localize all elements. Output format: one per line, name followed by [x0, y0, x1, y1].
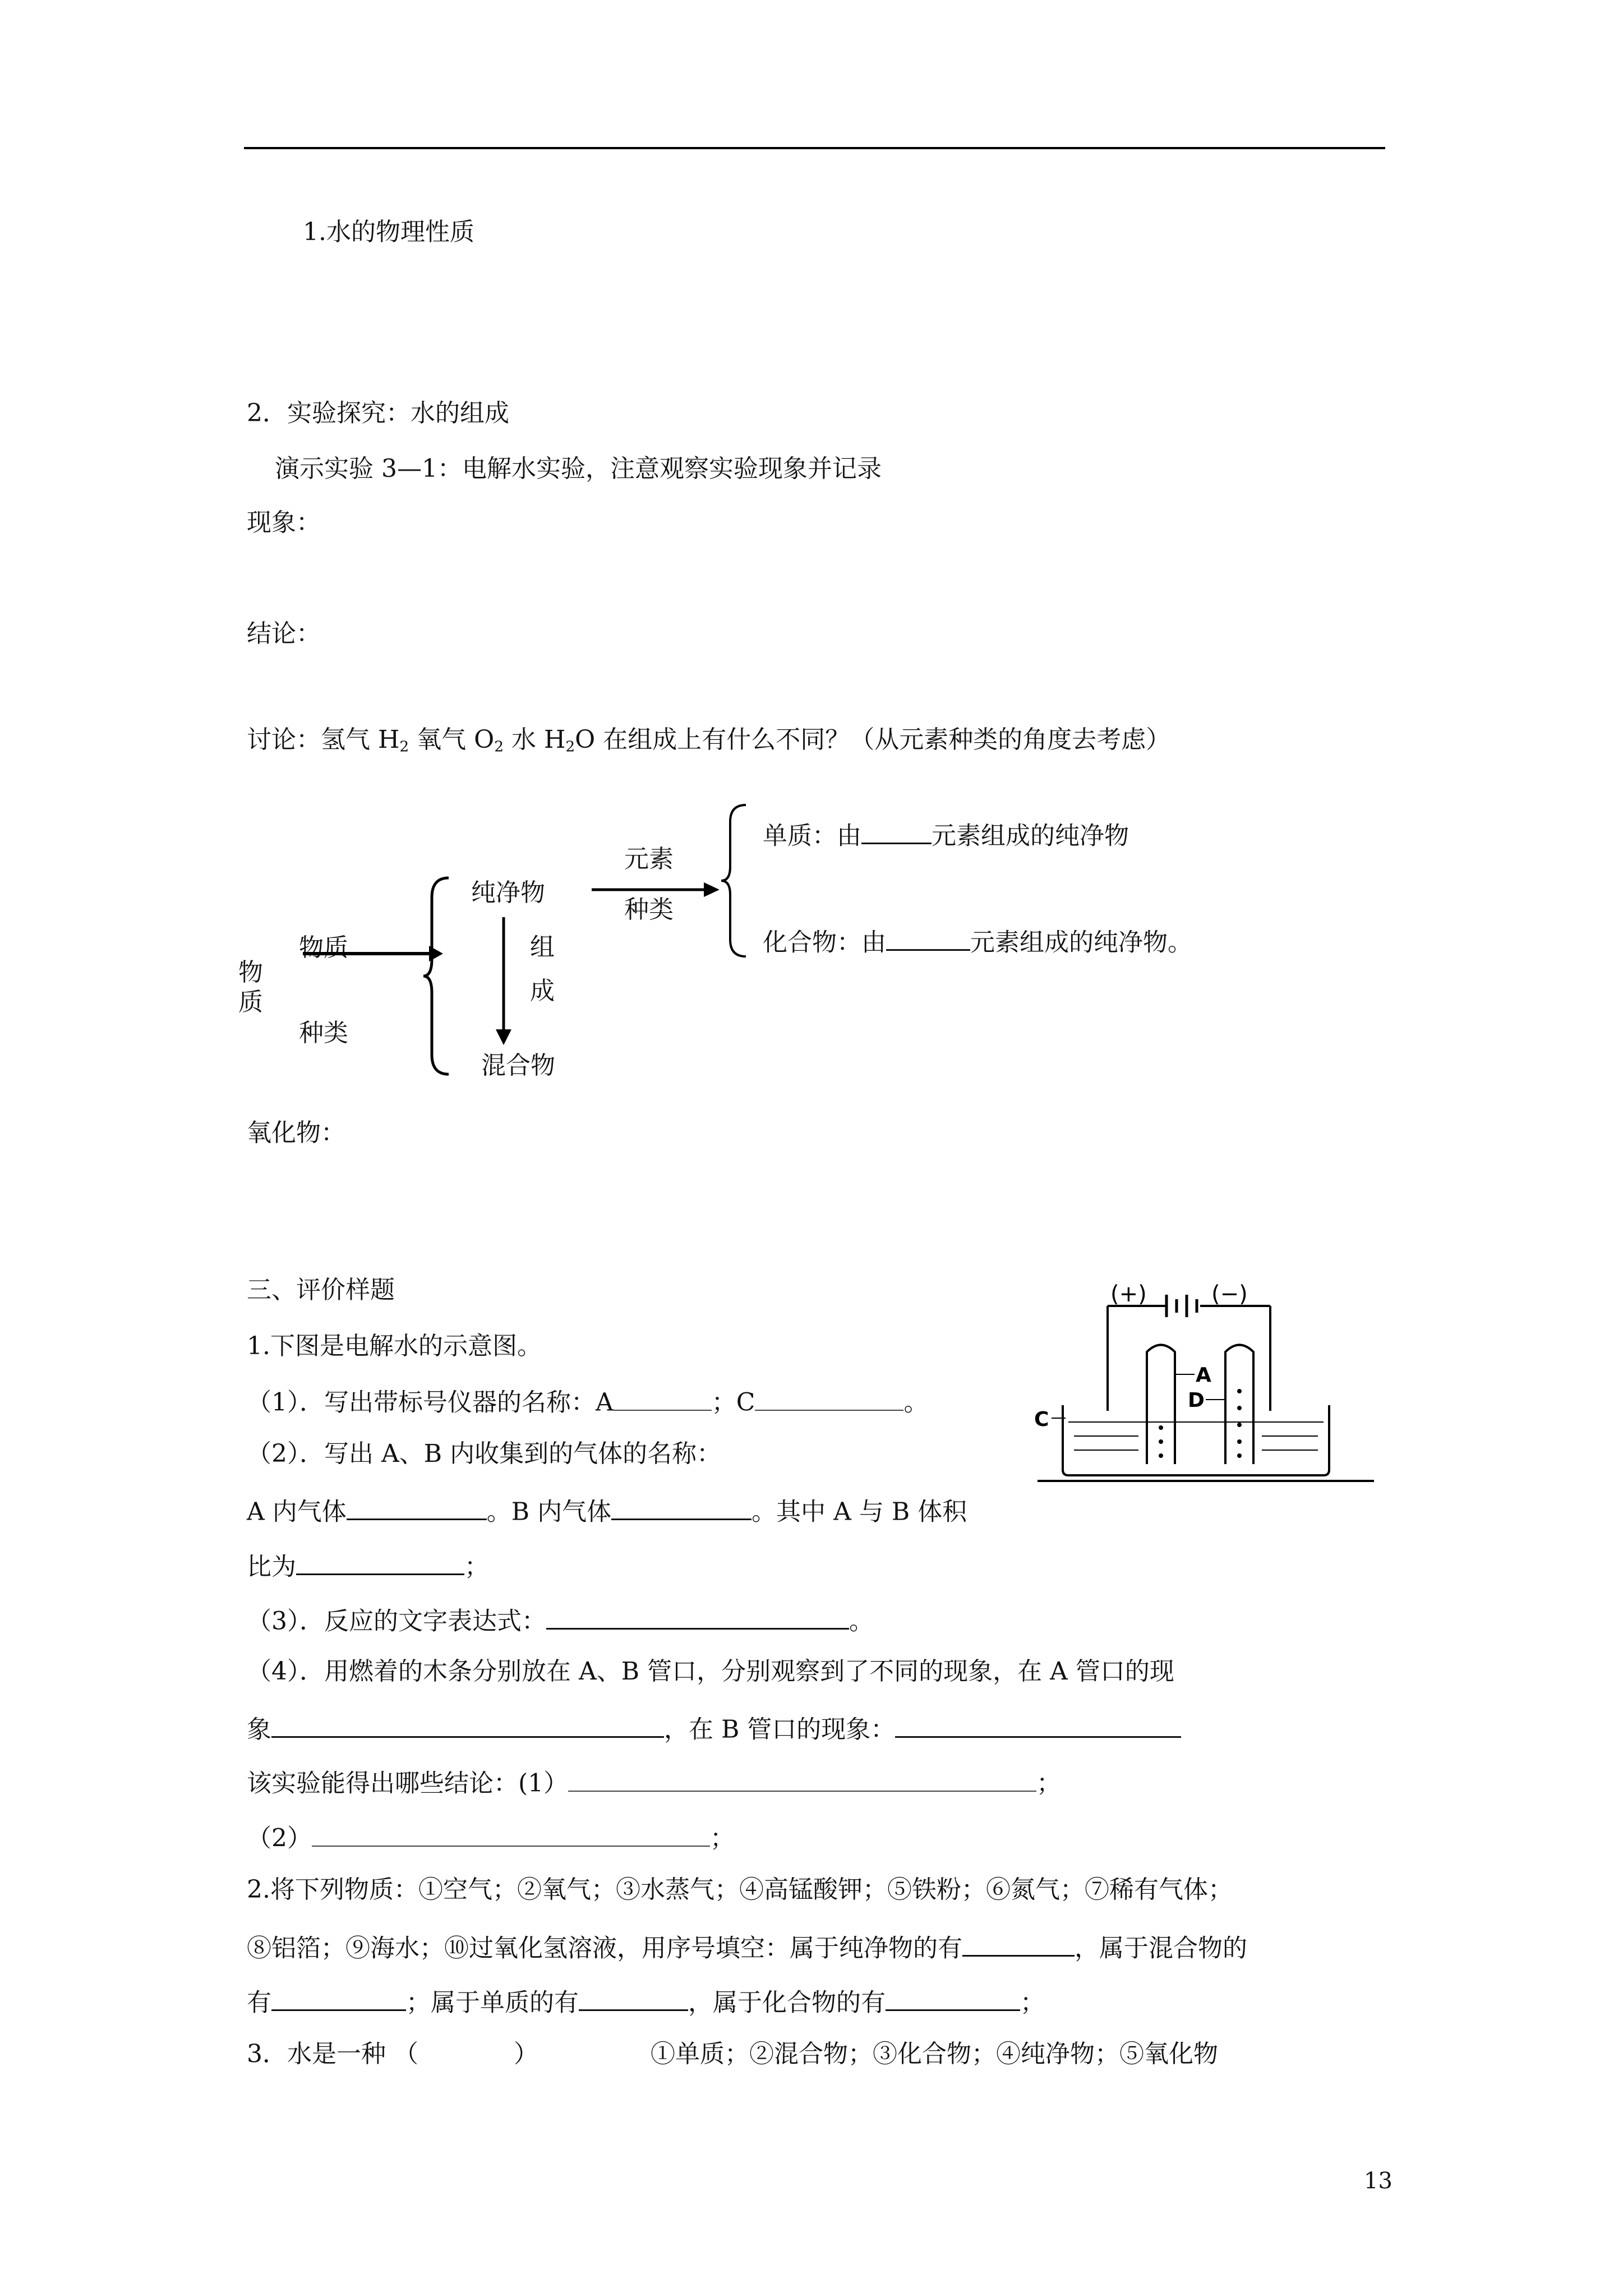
- question3: 3．水是一种 （ ） ①单质；②混合物；③化合物；④纯净物；⑤氧化物: [247, 2040, 1218, 2068]
- left-brace-icon: [421, 875, 454, 1077]
- q1-part1: （1）．写出带标号仪器的名称：A ；C 。: [247, 1388, 929, 1417]
- q1-conclusion1: 该实验能得出哪些结论：(1） ；: [247, 1769, 1062, 1798]
- section2-title: 2．实验探究：水的组成: [247, 399, 509, 427]
- phenomenon-label: 现象：: [247, 508, 321, 537]
- label-d: D: [1188, 1389, 1205, 1412]
- label-c: C: [1034, 1408, 1049, 1431]
- matter-label: 物质: [299, 933, 348, 962]
- cathode-label: (−): [1211, 1281, 1248, 1307]
- kind-label: 种类: [299, 1019, 348, 1047]
- q1-conclusion2: （2） ；: [247, 1824, 735, 1853]
- composition-2: 成: [530, 977, 555, 1005]
- element-label: 元素: [624, 845, 674, 873]
- question2-line1: 2.将下列物质：①空气；②氧气；③水蒸气；④高锰酸钾；⑤铁粉；⑥氮气；⑦稀有气体；: [247, 1875, 1233, 1904]
- question2-line3: 有 ；属于单质的有 ，属于化合物的有 ；: [247, 1987, 1045, 2016]
- element-definition: 单质：由 元素组成的纯净物: [763, 820, 1129, 849]
- q1-part2-ratio: 比为 ；: [247, 1551, 489, 1580]
- demo-experiment: 演示实验 3—1：电解水实验，注意观察实验现象并记录: [275, 454, 882, 483]
- page-number: 13: [1364, 2168, 1393, 2194]
- q1-part4-answers: 象 ，在 B 管口的现象：: [247, 1714, 1181, 1742]
- compound-definition: 化合物：由 元素组成的纯净物。: [763, 927, 1192, 955]
- q1-part4: （4）．用燃着的木条分别放在 A、B 管口，分别观察到了不同的现象，在 A 管口的现: [247, 1657, 1174, 1686]
- matter-vertical-1: 物: [238, 958, 263, 987]
- pure-substance: 纯净物: [471, 878, 545, 907]
- question2-line2: ⑧铝箔；⑨海水；⑩过氧化氢溶液，用序号填空：属于纯净物的有 ，属于混合物的: [247, 1932, 1247, 1961]
- q1-part2: （2）．写出 A、B 内收集到的气体的名称：: [247, 1439, 722, 1468]
- discussion-text: 讨论：氢气 $H_2$ 氧气 $O_2$ 水 $H_2O$ 在组成上有什么不同？（从元素种类的角度去考虑）: [247, 725, 1171, 756]
- electrolysis-figure: [1026, 1279, 1391, 1515]
- q1-part2-answers: A 内气体 。B 内气体 。其中 A 与 B 体积: [247, 1496, 967, 1525]
- header-rule: [244, 147, 1385, 149]
- label-a: A: [1196, 1364, 1211, 1387]
- down-arrow: [492, 917, 515, 1046]
- oxide-label: 氧化物：: [247, 1119, 345, 1147]
- conclusion-label: 结论：: [247, 619, 321, 648]
- matter-vertical-2: 质: [238, 988, 263, 1016]
- mixture: 混合物: [481, 1051, 555, 1080]
- composition-1: 组: [530, 933, 555, 961]
- section3-title: 三、评价样题: [247, 1276, 395, 1304]
- element-kind-label: 种类: [624, 895, 674, 924]
- anode-label: (+): [1110, 1281, 1147, 1307]
- section1-title: 1.水的物理性质: [303, 218, 474, 246]
- question1: 1.下图是电解水的示意图。: [247, 1332, 542, 1360]
- q1-part3: （3）．反应的文字表达式： 。: [247, 1605, 874, 1634]
- right-brace-icon: [718, 802, 751, 959]
